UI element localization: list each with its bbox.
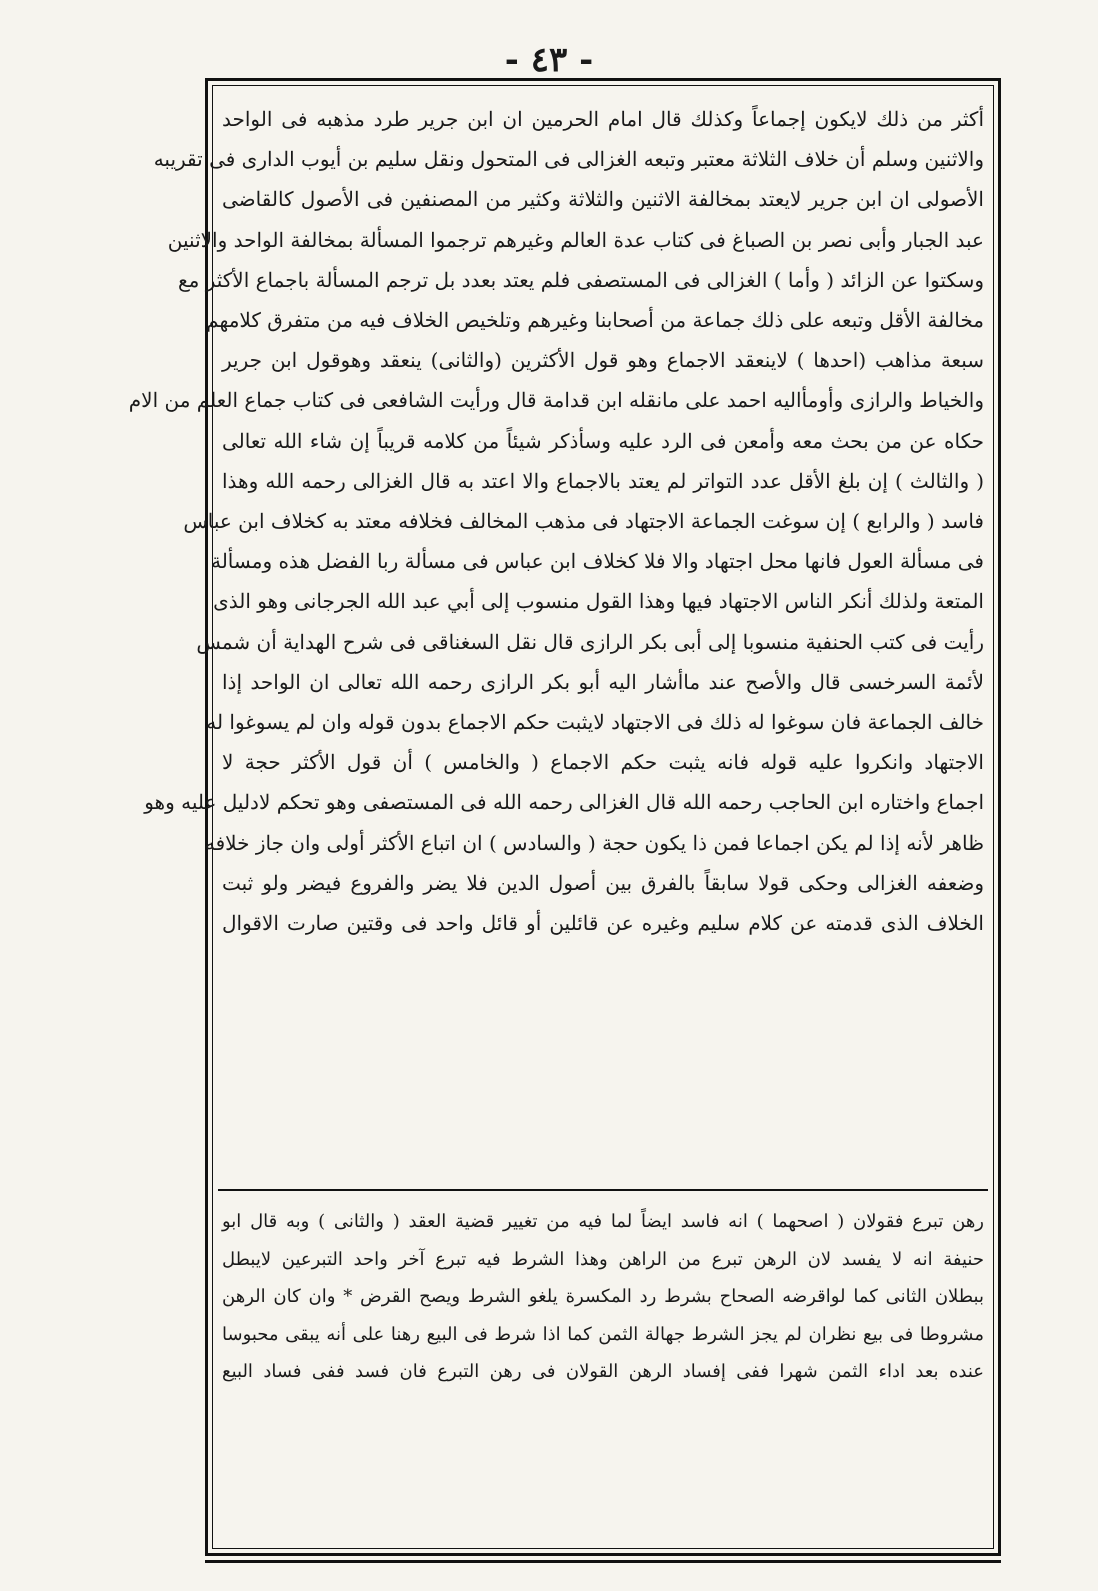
main-text-line: الاجتهاد وانكروا عليه قوله فانه يثبت حكم الاجماع ( والخامس ) أن قول الأكثر حجة لا <box>222 750 984 775</box>
main-text-line: لأئمة السرخسى قال والأصح عند ماأشار اليه أبو بكر الرازى رحمه الله تعالى ان الواحد إذا <box>222 669 984 694</box>
main-text-line: وسكتوا عن الزائد ( وأما ) الغزالى فى المستصفى فلم يعتد بعدد بل ترجم المسألة باجماع الأكثر مع <box>178 267 984 292</box>
main-text-line: عبد الجبار وأبى نصر بن الصباغ فى كتاب عدة العالم وغيرهم ترجموا المسألة بمخالفة الواحد والاثنين <box>167 227 984 252</box>
footnote-line: حنيفة انه لا يفسد لان الرهن تبرع من الراهن وهذا الشرط فيه تبرع آخر واحد التبرعين لايبطل <box>222 1248 984 1270</box>
main-text-line: المتعة ولذلك أنكر الناس الاجتهاد فيها وهذا القول منسوب إلى أبي عبد الله الجرجانى وهو الذى <box>213 589 984 614</box>
main-text-line: حكاه عن من بحث معه وأمعن فى الرد عليه وسأذكر شيئاً من كلامه قريباً إن شاء الله تعالى <box>222 428 984 453</box>
footnote-line: ببطلان الثانى كما لواقرضه الصحاح بشرط رد المكسرة يلغو الشرط ويصح القرض * وان كان الرهن <box>222 1286 984 1307</box>
footnote-line: عنده بعد اداء الثمن شهرا ففى إفساد الرهن القولان فى رهن التبرع فان فسد ففى فساد البيع <box>222 1361 984 1382</box>
bottom-rule <box>205 1560 1001 1563</box>
page-number: - ٤٣ - <box>504 40 594 80</box>
main-text-line: رأيت فى كتب الحنفية منسوبا إلى أبى بكر الرازى قال نقل السغناقى فى شرح الهداية أن شمس <box>196 629 984 654</box>
footnote-block <box>222 1203 984 1391</box>
main-text-line: اجماع واختاره ابن الحاجب رحمه الله قال الغزالى رحمه الله فى المستصفى وهو تحكم لادليل عليه وهو <box>144 790 984 815</box>
footnote-line: مشروطا فى بيع نظران لم يجز الشرط جهالة الثمن كما اذا شرط فى البيع رهنا على أنه يبقى محبوسا <box>222 1323 984 1345</box>
main-text-line: الأصولى ان ابن جرير لايعتد بمخالفة الاثنين والثلاثة وكثير من المصنفين فى الأصول كالقاضى <box>222 187 984 212</box>
main-text-line: مخالفة الأقل وتبعه على ذلك جماعة من أصحابنا وغيرهم وتلخيص الخلاف فيه من متفرق كلامهم <box>206 308 984 333</box>
main-text-line: أكثر من ذلك لايكون إجماعاً وكذلك قال امام الحرمين ان ابن جرير طرد مذهبه فى الواحد <box>222 107 984 131</box>
footnote-divider <box>218 1189 988 1191</box>
text-frame <box>128 78 1001 1556</box>
main-text-line: الخلاف الذى قدمته عن كلام سليم وغيره عن قائلين أو قائل واحد فى وقتين صارت الاقوال <box>222 911 984 936</box>
main-text-line: فاسد ( والرابع ) إن سوغت الجماعة الاجتهاد فى مذهب المخالف فخلافه معتد به كخلاف ابن عباس <box>183 509 984 534</box>
main-text-line: سبعة مذاهب (احدها ) لاينعقد الاجماع وهو قول الأكثرين (والثانى) ينعقد وهوقول ابن جرير <box>222 348 984 373</box>
main-text-line: ظاهر لأنه إذا لم يكن اجماعا فمن ذا يكون حجة ( والسادس ) ان اتباع الأكثر أولى وان جاز خلافه <box>204 830 984 855</box>
main-text-line: ( والثالث ) إن بلغ الأقل عدد التواتر لم يعتد بالاجماع والا اعتد به قال الغزالى رحمه الله وهذا <box>222 468 984 493</box>
main-text-line: والاثنين وسلم أن خلاف الثلاثة معتبر وتبعه الغزالى فى المتحول ونقل سليم بن أيوب الدارى فى تقريبه <box>153 147 984 172</box>
main-text-line: فى مسألة العول فانها محل اجتهاد والا فلا كخلاف ابن عباس فى مسألة ربا الفضل هذه ومسألة <box>210 549 984 574</box>
main-text-block <box>128 99 984 943</box>
main-text-line: والخياط والرازى وأومأاليه احمد على مانقله ابن قدامة قال ورأيت الشافعى فى كتاب جماع العلم من الام <box>128 388 984 413</box>
main-text-line: خالف الجماعة فان سوغوا له ذلك فى الاجتهاد لايثبت حكم الاجماع بدون قوله وان لم يسوغوا له <box>206 710 984 735</box>
footnote-line: رهن تبرع فقولان ( اصحهما ) انه فاسد ايضاً لما فيه من تغيير قضية العقد ( والثانى ) وبه قال ابو <box>222 1211 984 1232</box>
main-text-line: وضعفه الغزالى وحكى قولا سابقاً بالفرق بين أصول الدين فلا يضر والفروع فيضر ولو ثبت <box>222 870 984 895</box>
